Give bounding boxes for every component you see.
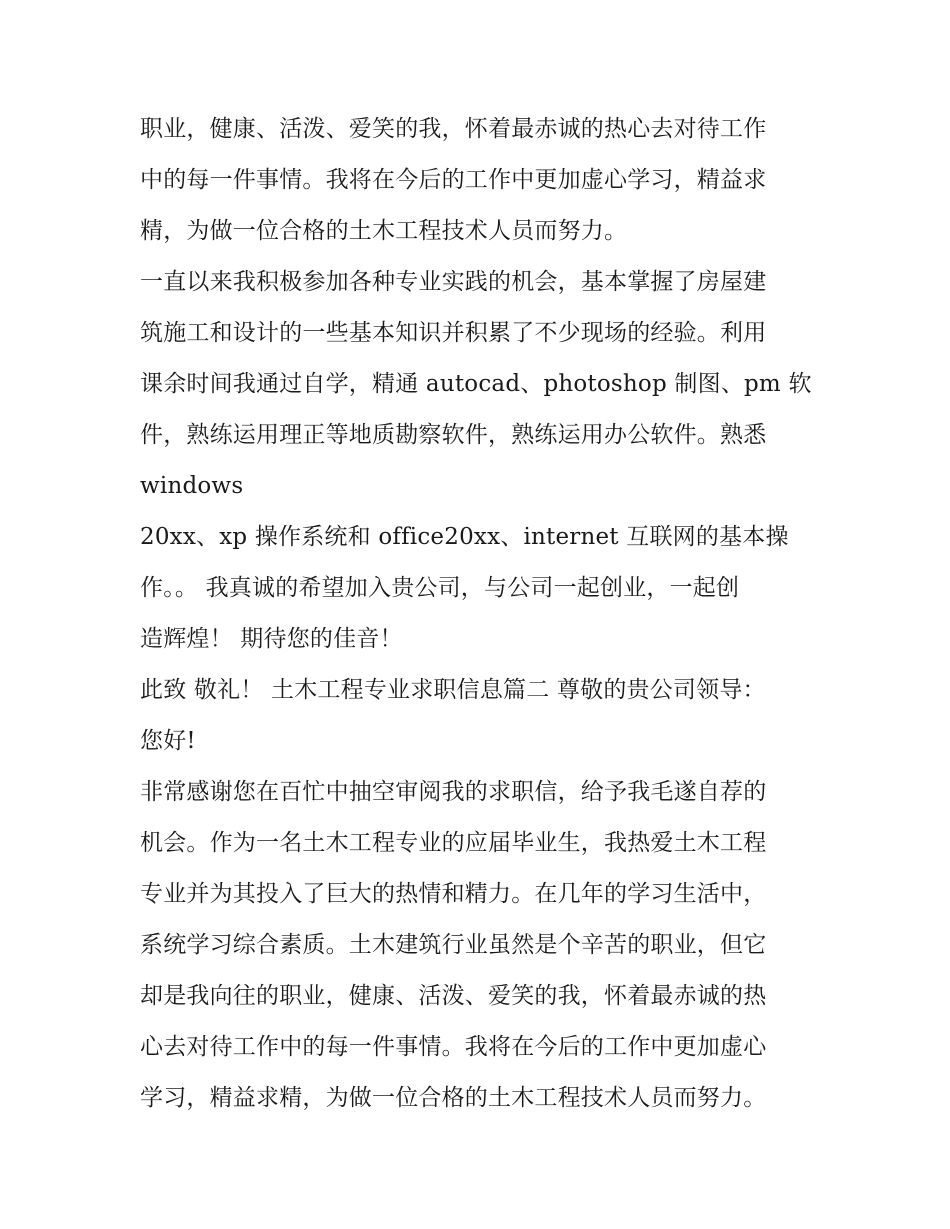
text-line: 件，熟练运用理正等地质勘察软件，熟练运用办公软件。熟悉 [140, 422, 767, 448]
text-line: 此致 敬礼！ 土木工程专业求职信息篇二 尊敬的贵公司领导： [140, 677, 766, 703]
text-line: 学习，精益求精，为做一位合格的土木工程技术人员而努力。 [140, 1085, 767, 1111]
text-line: 中的每一件事情。我将在今后的工作中更加虚心学习，精益求 [140, 167, 767, 193]
text-line: 系统学习综合素质。土木建筑行业虽然是个辛苦的职业，但它 [140, 932, 767, 958]
text-line: 精，为做一位合格的土木工程技术人员而努力。 [140, 218, 628, 244]
text-line: 造辉煌！ 期待您的佳音！ [140, 626, 403, 652]
text-line: 心去对待工作中的每一件事情。我将在今后的工作中更加虚心 [140, 1034, 767, 1060]
text-line: 非常感谢您在百忙中抽空审阅我的求职信，给予我毛遂自荐的 [140, 779, 767, 805]
text-line: 筑施工和设计的一些基本知识并积累了不少现场的经验。利用 [140, 320, 767, 346]
text-line: windows [140, 473, 244, 499]
text-line: 您好! [140, 728, 196, 754]
text-line: 专业并为其投入了巨大的热情和精力。在几年的学习生活中， [140, 881, 767, 907]
text-line: 作。。 我真诚的希望加入贵公司，与公司一起创业，一起创 [140, 575, 740, 601]
text-line: 却是我向往的职业，健康、活泼、爱笑的我，怀着最赤诚的热 [140, 983, 767, 1009]
text-line: 20xx、xp 操作系统和 office20xx、internet 互联网的基本操 [140, 524, 789, 550]
text-line: 一直以来我积极参加各种专业实践的机会，基本掌握了房屋建 [140, 269, 767, 295]
text-line: 机会。作为一名土木工程专业的应届毕业生，我热爱土木工程 [140, 830, 767, 856]
document-body [140, 104, 820, 1124]
text-line: 课余时间我通过自学，精通 autocad、photoshop 制图、pm 软 [140, 371, 812, 397]
text-line: 职业，健康、活泼、爱笑的我，怀着最赤诚的热心去对待工作 [140, 116, 767, 142]
